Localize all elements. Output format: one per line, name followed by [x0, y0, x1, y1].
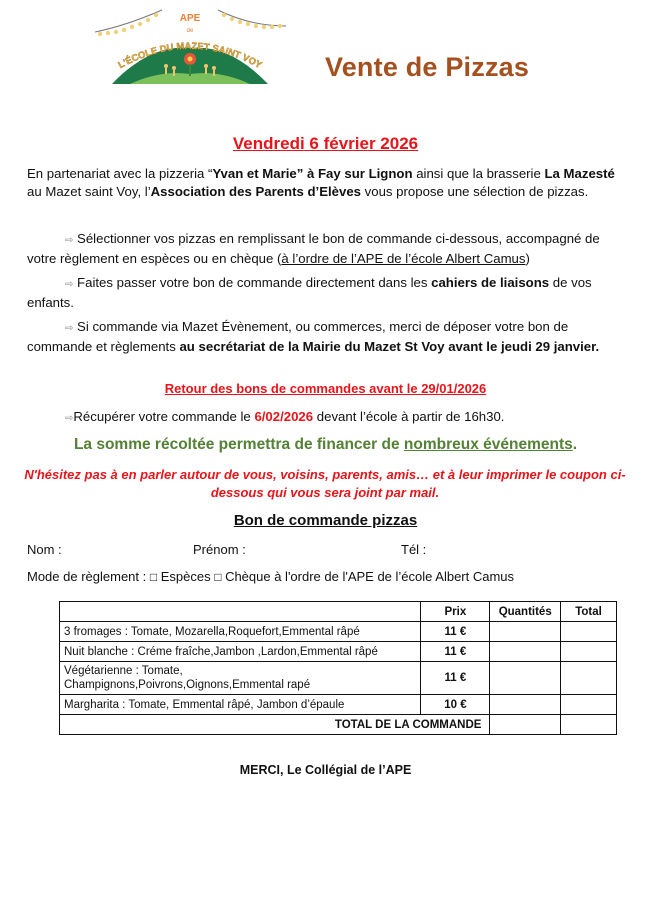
pizza-price: 11 € [421, 642, 490, 662]
step-text: Faites passer votre bon de commande directement dans les [73, 275, 432, 290]
step-select-pizzas [27, 230, 617, 268]
funding-events: nombreux événements [403, 436, 573, 453]
step-text: de vos enfants. [27, 275, 592, 310]
table-row [60, 642, 617, 662]
brasserie-name: La Mazesté [544, 166, 615, 181]
tel-field[interactable]: Tél : [401, 542, 427, 557]
intro-text: ainsi que la brasserie [412, 166, 545, 181]
funding-message [0, 436, 651, 454]
pizza-description-line: Végétarienne : Tomate, [64, 665, 183, 677]
nom-field[interactable]: Nom : [27, 542, 62, 557]
step-text: Si commande via Mazet Évènement, ou commerces, merci de déposer votre bon de commande et règlements [27, 319, 569, 354]
svg-text:APE: APE [179, 13, 201, 24]
total-cell[interactable] [561, 695, 617, 715]
pizza-description-line: Champignons,Poivrons,Oignons,Emmental rapé [64, 679, 311, 691]
order-form-title: Bon de commande pizzas [233, 512, 418, 529]
mairie-deadline: au secrétariat de la Mairie du Mazet St Voy avant le jeudi 29 janvier. [179, 339, 600, 354]
option-especes: Espèces [157, 569, 215, 584]
quantity-cell[interactable] [490, 695, 561, 715]
pizzeria-name: Yvan et Marie” à Fay sur Lignon [212, 166, 413, 181]
payee-note: à l’ordre de l’APE de l’école Albert Camus [281, 251, 526, 266]
total-quantity-cell[interactable] [490, 715, 561, 735]
intro-paragraph [27, 165, 617, 201]
header-description [60, 602, 421, 622]
intro-text: En partenariat avec la pizzeria “ [27, 166, 213, 181]
order-total-cell[interactable] [561, 715, 617, 735]
arrow-right-icon: ⇨ [65, 413, 74, 424]
order-table [59, 601, 617, 735]
checkbox-especes[interactable]: □ [149, 570, 158, 584]
funding-text: . [572, 436, 578, 453]
arrow-right-icon: ⇨ [65, 323, 74, 334]
association-name: Association des Parents d’Elèves [150, 184, 361, 199]
thanks-signature: MERCI, Le Collégial de l’APE [239, 763, 412, 777]
step-text: Sélectionner vos pizzas en remplissant le bon de commande ci-dessous, accompagné de votre règlement en espèces ou en chèque ( [27, 231, 600, 266]
return-deadline: Retour des bons de commandes avant le 29/01/2026 [164, 381, 487, 396]
svg-text:L'ÉCOLE DU MAZET SAINT VOY: L'ÉCOLE DU MAZET SAINT VOY [116, 40, 264, 72]
pizza-price: 11 € [421, 662, 490, 695]
page-title: Vente de Pizzas [325, 52, 530, 82]
ape-logo-image [90, 4, 290, 84]
pickup-text: Récupérer votre commande le [73, 409, 255, 424]
quantity-cell[interactable] [490, 662, 561, 695]
quantity-cell[interactable] [490, 622, 561, 642]
cahiers-liaison: cahiers de liaisons [431, 275, 550, 290]
intro-text: au Mazet saint Voy, l’ [27, 184, 151, 199]
ape-logo [90, 4, 290, 84]
header-prix: Prix [421, 602, 490, 622]
checkbox-cheque[interactable]: □ [214, 570, 222, 584]
pizza-description: Nuit blanche : Créme fraîche,Jambon ,Lardon,Emmental râpé [60, 642, 421, 662]
total-cell[interactable] [561, 662, 617, 695]
table-row [60, 662, 617, 695]
quantity-cell[interactable] [490, 642, 561, 662]
pizza-description: Margharita : Tomate, Emmental râpé, Jambon d’épaule [60, 695, 421, 715]
header-total: Total [561, 602, 617, 622]
order-total-label: TOTAL DE LA COMMANDE [60, 715, 490, 735]
pickup-date: 6/02/2026 [254, 409, 314, 424]
intro-text: vous propose une sélection de pizzas. [361, 184, 589, 199]
pickup-info [27, 408, 617, 428]
header-quantites: Quantités [490, 602, 561, 622]
pizza-description [60, 662, 421, 695]
pizza-price: 11 € [421, 622, 490, 642]
pizza-description: 3 fromages : Tomate, Mozarella,Roquefort,Emmental râpé [60, 622, 421, 642]
table-row [60, 695, 617, 715]
payment-mode [27, 569, 514, 584]
event-date: Vendredi 6 février 2026 [232, 134, 419, 153]
arrow-right-icon: ⇨ [65, 235, 74, 246]
funding-text: La somme récoltée permettra de financer de [73, 436, 404, 453]
step-text: ) [525, 251, 530, 266]
option-cheque: Chèque à l'ordre de l'APE de l’école Albert Camus [221, 569, 515, 584]
arrow-right-icon: ⇨ [65, 279, 74, 290]
pickup-text: devant l’école à partir de 16h30. [313, 409, 505, 424]
table-total-row [60, 715, 617, 735]
total-cell[interactable] [561, 622, 617, 642]
total-cell[interactable] [561, 642, 617, 662]
step-mairie [27, 318, 617, 356]
prenom-field[interactable]: Prénom : [193, 542, 246, 557]
table-row [60, 622, 617, 642]
step-liaison [27, 274, 617, 312]
payment-label: Mode de règlement : [27, 569, 150, 584]
table-header-row [60, 602, 617, 622]
pizza-price: 10 € [421, 695, 490, 715]
share-note: N'hésitez pas à en parler autour de vous, voisins, parents, amis… et à leur imprimer le coupon ci-dessous qui vous sera joint par mail. [24, 467, 626, 500]
svg-text:de: de [186, 28, 194, 34]
